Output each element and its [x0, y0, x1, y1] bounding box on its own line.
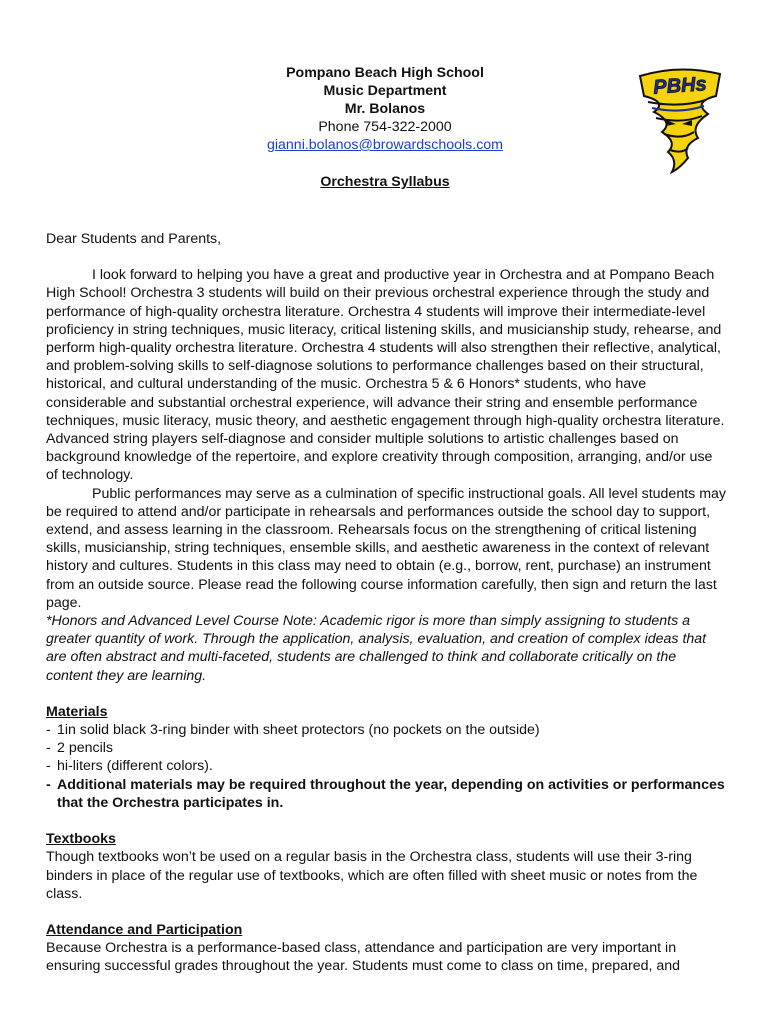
list-item-bold: - Additional materials may be required throughout the year, depending on activities or performances that the Orchestra participates in. [46, 776, 726, 812]
teacher-name: Mr. Bolanos [344, 101, 426, 117]
greeting: Dear Students and Parents, [46, 231, 222, 247]
performances-paragraph: Public performances may serve as a culmination of specific instructional goals. All level students may be required to attend and/or participate in rehearsals and performances outside the school day to support, extend, and assess learning in the classroom. Rehearsals focus on the strengthening of critical listening skills, musicianship, string techniques, ensemble skills, and aesthetic awareness in the context of relevant history and cultures. Students in this class may need to obtain (e.g., borrow, rent, purchase) an instrument from an outside source. Please read the following course information carefully, then sign and return the last page. [46, 485, 726, 611]
list-item: - 1in solid black 3-ring binder with sheet protectors (no pockets on the outside) [46, 721, 726, 739]
attendance-heading: Attendance and Participation [46, 921, 243, 938]
school-logo [632, 62, 726, 174]
materials-heading: Materials [46, 703, 108, 720]
attendance-section [46, 921, 726, 976]
intro-paragraph: I look forward to helping you have a great and productive year in Orchestra and at Pompano Beach High School! Orchestra 3 students will build on their previous orchestral experience through the study and performance of high-quality orchestra literature. Orchestra 4 students will improve their intermediate-level proficiency in string techniques, music literacy, critical listening skills, and musicianship study, rehearse, and perform high-quality orchestra literature. Orchestra 4 students will also strengthen their reflective, analytical, and problem-solving skills to self-diagnose solutions to performance challenges based on their structural, historical, and cultural understanding of the music. Orchestra 5 & 6 Honors* students, who have considerable and substantial orchestral experience, will advance their string and ensemble performance techniques, music literacy, music theory, and aesthetic engagement through high-quality orchestra literature. Advanced string players self-diagnose and consider multiple solutions to artistic challenges based on background knowledge of the repertoire, and explore creativity through composition, arranging, and/or use of technology. [46, 267, 725, 484]
email-link[interactable]: gianni.bolanos@browardschools.com [266, 137, 503, 153]
textbooks-section [46, 830, 726, 903]
school-name: Pompano Beach High School [286, 65, 484, 81]
textbooks-heading: Textbooks [46, 831, 116, 848]
list-item: - 2 pencils [46, 739, 726, 757]
textbooks-text: Though textbooks won’t be used on a regular basis in the Orchestra class, students will use their 3-ring binders in place of the regular use of textbooks, which are often filled with sheet music or notes from the class. [46, 849, 698, 902]
logo-lettering: PBHs [652, 73, 708, 99]
phone-number: Phone 754-322-2000 [318, 119, 452, 135]
attendance-text: Because Orchestra is a performance-based class, attendance and participation are very important in ensuring successful grades throughout the year. Students must come to class on time, prepared, and [46, 940, 681, 975]
department-name: Music Department [323, 83, 447, 99]
honors-note: *Honors and Advanced Level Course Note: Academic rigor is more than simply assigning to students a greater quantity of work. Through the application, analysis, evaluation, and creation of complex ideas that are often abstract and multi-faceted, students are challenged to think and collaborate critically on the content they are learning. [46, 613, 707, 684]
materials-list [46, 721, 726, 812]
letter-body [46, 230, 726, 976]
list-item: - hi-liters (different colors). [46, 757, 726, 775]
materials-section [46, 703, 726, 812]
document-title: Orchestra Syllabus [320, 174, 450, 190]
